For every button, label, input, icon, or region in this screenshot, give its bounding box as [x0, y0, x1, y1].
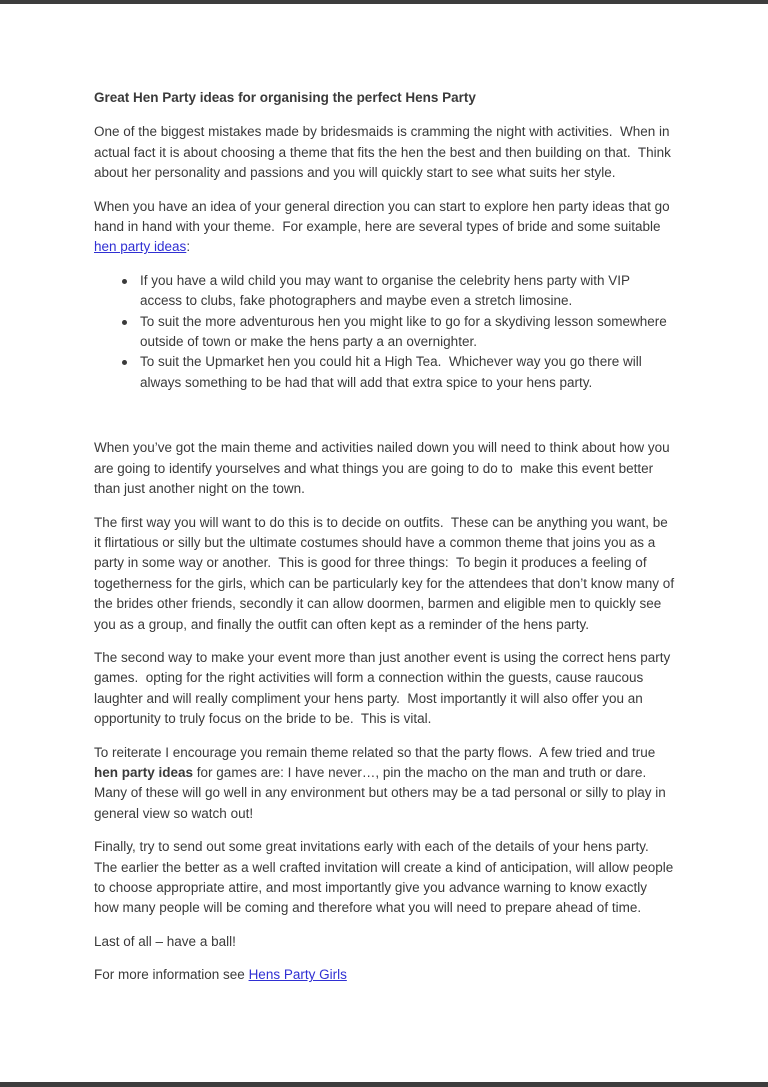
paragraph [94, 438, 675, 499]
bold-text-run: Great Hen Party ideas for organising the perfect Hens Party [94, 90, 476, 105]
text-run: : [186, 239, 191, 255]
paragraph [94, 932, 675, 952]
text-run: One of the biggest mistakes made by bridesmaids is cramming the night with activities. When in actual fact it is about choosing a theme that fits the hen the best and then building on that. Think about her personality and passions and you will quickly start to see what suits her style. [94, 124, 675, 181]
paragraph [94, 122, 675, 183]
text-run: To suit the more adventurous hen you might like to go for a skydiving lesson somewhere outside of town or make the hens party a an overnighter. [140, 313, 671, 350]
bullet-list [94, 271, 675, 393]
text-run: To reiterate I encourage you remain theme related so that the party flows. A few tried and true [94, 744, 660, 760]
text-run: When you’ve got the main theme and activities nailed down you will need to think about how you are going to identify yourselves and what things you are going to do to make this event better than just another night on the town. [94, 440, 674, 497]
page-bottom-edge [0, 1082, 768, 1087]
text-run: for games are: I have never…, pin the macho on the man and truth or dare. Many of these will go well in any environment but others may be a tad personal or silly to play in general view so watch out! [94, 764, 670, 821]
list-item [94, 352, 675, 393]
text-run: To suit the Upmarket hen you could hit a High Tea. Whichever way you go there will always something to be had that will add that extra spice to your hens party. [140, 354, 650, 390]
paragraph [94, 743, 675, 825]
hyperlink[interactable]: Hens Party Girls [248, 967, 347, 983]
text-run: If you have a wild child you may want to organise the celebrity hens party with VIP access to clubs, fake photographers and maybe even a stretch limosine. [140, 272, 634, 309]
list-item [94, 271, 675, 312]
paragraph [94, 197, 675, 258]
paragraph [94, 513, 678, 635]
text-run: The second way to make your event more than just another event is using the correct hens party games. opting for the right activities will form a connection within the guests, cause raucous laughter and will really compliment your hens party. Most importantly it will also offer you an opportunity to truly focus on the bride to be. This is vital. [94, 649, 675, 727]
text-run: Finally, try to send out some great invitations early with each of the details of your hens party. The earlier the better as a well crafted invitation will create a kind of anticipation, will allow people to choose appropriate attire, and most importantly give you advance warning to know exactly how many people will be coming and therefore what you will need to prepare ahead of time. [94, 839, 678, 916]
text-run: The first way you will want to do this is to decide on outfits. These can be anything you want, be it flirtatious or silly but the ultimate costumes should have a common theme that joins you as a party in some way or another. This is good for three things: To begin it produces a feeling of togetherness for the girls, which can be particularly key for the attendees that don’t know many of the brides other friends, secondly it can allow doormen, barmen and eligible men to quickly see you as a group, and finally the outfit can often kept as a reminder of the hens party. [94, 514, 678, 632]
list-item [94, 312, 675, 353]
hyperlink[interactable]: hen party ideas [94, 239, 187, 255]
text-run: Last of all – have a ball! [94, 933, 236, 949]
bold-text-run: hen party ideas [94, 764, 194, 780]
document-body [94, 88, 678, 999]
text-run: When you have an idea of your general direction you can start to explore hen party ideas that go hand in hand with your theme. For example, here are several types of bride and some suitable [94, 198, 674, 235]
paragraph [94, 965, 675, 985]
paragraph [94, 837, 678, 919]
text-run: For more information see [94, 967, 249, 983]
page-top-edge [0, 0, 768, 4]
paragraph [94, 648, 675, 730]
page-title [94, 88, 675, 108]
